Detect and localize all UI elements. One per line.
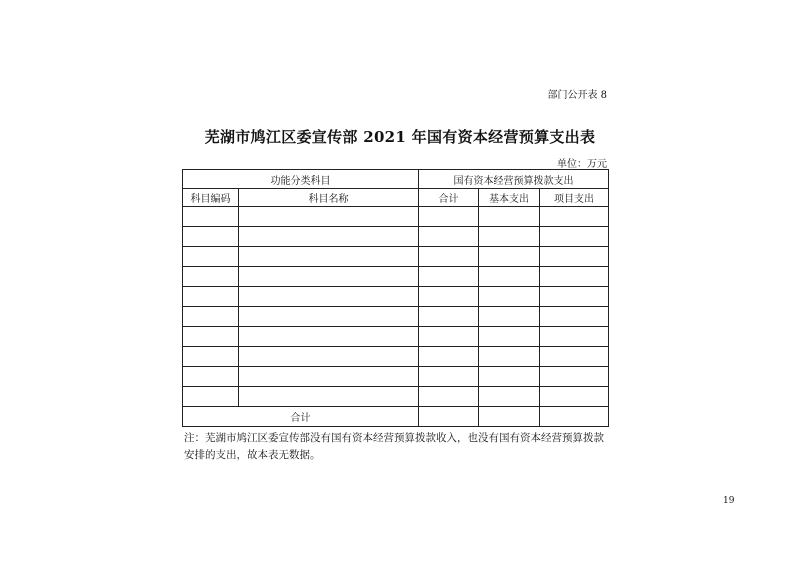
table-cell: [183, 267, 239, 287]
table-cell: [479, 327, 540, 347]
table-cell: [419, 347, 479, 367]
table-row: [183, 347, 609, 367]
col-header-code: 科目编码: [183, 189, 239, 207]
table-row: [183, 247, 609, 267]
col-header-basic: 基本支出: [479, 189, 540, 207]
table-row: [183, 387, 609, 407]
table-cell: [419, 387, 479, 407]
table-cell: [479, 367, 540, 387]
table-row: [183, 367, 609, 387]
table-cell: [540, 207, 609, 227]
table-cell: [540, 267, 609, 287]
table-cell: [239, 367, 419, 387]
col-header-project: 项目支出: [540, 189, 609, 207]
table-cell: [540, 327, 609, 347]
table-cell: [419, 267, 479, 287]
col-header-total: 合计: [419, 189, 479, 207]
table-cell: [183, 307, 239, 327]
table-cell: [540, 387, 609, 407]
table-cell: [183, 287, 239, 307]
col-header-name: 科目名称: [239, 189, 419, 207]
table-cell: [540, 307, 609, 327]
note-text: 注：芜湖市鸠江区委宣传部没有国有资本经营预算拨款收入，也没有国有资本经营预算拨款安排的支出，故本表无数据。: [184, 432, 604, 461]
table-cell: [540, 287, 609, 307]
unit-label: 单位：万元: [557, 159, 607, 170]
table-cell: [183, 387, 239, 407]
table-cell: [479, 247, 540, 267]
total-row: [183, 407, 609, 427]
table-cell: [419, 367, 479, 387]
table-cell: [239, 267, 419, 287]
table-cell: [419, 307, 479, 327]
table-cell: [183, 347, 239, 367]
table-cell: [183, 227, 239, 247]
doc-label: 部门公开表 8: [547, 90, 607, 101]
table-cell: [479, 287, 540, 307]
table-cell: [419, 227, 479, 247]
table-cell: [419, 287, 479, 307]
table-cell: [183, 207, 239, 227]
table-cell: [239, 387, 419, 407]
table-row: [183, 307, 609, 327]
budget-table: [182, 169, 609, 427]
table-cell: [183, 367, 239, 387]
table-cell: [479, 387, 540, 407]
table-cell: [479, 267, 540, 287]
header-group-row: [183, 170, 609, 189]
table-row: [183, 207, 609, 227]
table-cell: [239, 287, 419, 307]
table-cell: [479, 207, 540, 227]
table-cell: [239, 227, 419, 247]
total-label: 合计: [183, 407, 419, 427]
group-header-allocation: 国有资本经营预算拨款支出: [419, 170, 609, 189]
table-cell: [239, 207, 419, 227]
table-cell: [419, 247, 479, 267]
total-cell: [479, 407, 540, 427]
total-cell: [419, 407, 479, 427]
table-cell: [479, 347, 540, 367]
table-row: [183, 287, 609, 307]
table-cell: [479, 227, 540, 247]
table-cell: [239, 347, 419, 367]
table-cell: [239, 307, 419, 327]
table-row: [183, 227, 609, 247]
table-cell: [239, 327, 419, 347]
table-row: [183, 267, 609, 287]
table-cell: [239, 247, 419, 267]
total-cell: [540, 407, 609, 427]
column-header-row: [183, 189, 609, 207]
table-cell: [540, 367, 609, 387]
table-cell: [540, 227, 609, 247]
table-row: [183, 327, 609, 347]
table-cell: [183, 327, 239, 347]
table-cell: [540, 247, 609, 267]
table-cell: [540, 347, 609, 367]
group-header-functional: 功能分类科目: [183, 170, 419, 189]
page-number: 19: [723, 496, 735, 506]
page-title: 芜湖市鸠江区委宣传部 2021 年国有资本经营预算支出表: [204, 128, 596, 146]
table-cell: [419, 207, 479, 227]
table-cell: [479, 307, 540, 327]
table-cell: [419, 327, 479, 347]
table-cell: [183, 247, 239, 267]
